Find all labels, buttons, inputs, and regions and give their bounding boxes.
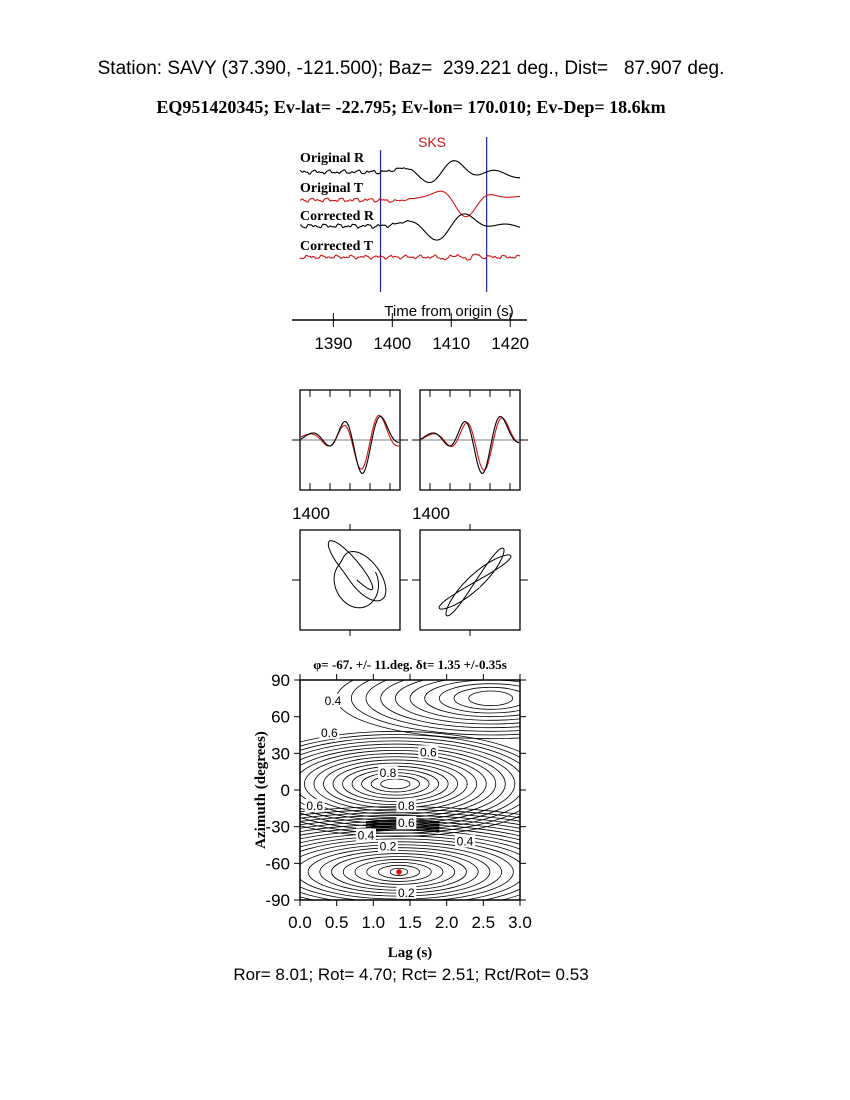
event-header: EQ951420345; Ev-lat= -22.795; Ev-lon= 170.010; Ev-Dep= 18.6km xyxy=(156,97,666,117)
grid-ytick-label: 60 xyxy=(271,707,290,727)
particle-motion-original xyxy=(292,524,408,636)
contour-label: 0.6 xyxy=(419,745,437,760)
contour-line xyxy=(381,779,410,789)
grid-xtick-label: 1.0 xyxy=(361,913,386,932)
trace-label: Corrected R xyxy=(300,209,374,224)
contour-label: 0.6 xyxy=(397,816,415,831)
waveform-panel xyxy=(292,134,529,353)
overlay-tick-label: 1400 xyxy=(412,504,450,523)
time-axis-label: Time from origin (s) xyxy=(384,303,514,320)
time-tick-label: 1400 xyxy=(373,334,412,353)
grid-xtick-label: 0.0 xyxy=(288,913,312,932)
contour-label: 0.6 xyxy=(320,725,338,740)
trace-label: Original T xyxy=(300,181,364,196)
grid-xtick-label: 1.5 xyxy=(398,913,422,932)
contour-label: 0.2 xyxy=(397,885,415,900)
overlay-panel xyxy=(292,390,408,523)
sks-phase-label: SKS xyxy=(418,134,447,150)
grid-xtick-label: 0.5 xyxy=(324,913,349,932)
grid-ytick-label: 30 xyxy=(271,744,290,764)
grid-xaxis-label: Lag (s) xyxy=(387,945,433,961)
contour-line xyxy=(469,691,513,706)
contour-line xyxy=(425,680,557,717)
contour-line xyxy=(439,684,542,713)
contour-label: 0.6 xyxy=(306,799,324,814)
particle-motion-curve xyxy=(439,548,511,616)
grid-xtick-label: 2.0 xyxy=(434,913,459,932)
grid-yaxis-label: Azimuth (degrees) xyxy=(253,731,269,849)
time-tick-label: 1420 xyxy=(491,334,530,353)
overlay-tick-label: 1400 xyxy=(292,504,330,523)
time-tick-label: 1410 xyxy=(432,334,471,353)
splitting-stats: Ror= 8.01; Rot= 4.70; Rct= 2.51; Rct/Rot= 0.53 xyxy=(233,965,589,984)
overlay-panels xyxy=(292,390,528,523)
grid-ytick-label: 0 xyxy=(280,781,290,800)
grid-ytick-label: 90 xyxy=(271,671,290,690)
grid-ytick-label: -60 xyxy=(265,854,290,874)
overlay-red-trace xyxy=(301,415,399,469)
grid-xtick-label: 2.5 xyxy=(471,913,496,932)
best-fit-marker xyxy=(396,869,402,875)
energy-grid-panel xyxy=(144,657,654,961)
overlay-black-trace xyxy=(301,417,399,474)
contour-line xyxy=(304,754,486,815)
station-header: Station: SAVY (37.390, -121.500); Baz= 239.221 deg., Dist= 87.907 deg. xyxy=(97,58,725,79)
contour-label: 0.2 xyxy=(379,839,397,854)
contour-label: 0.4 xyxy=(456,834,474,849)
grid-ytick-label: -90 xyxy=(265,891,290,910)
contour-line xyxy=(295,750,496,817)
grid-ytick-label: -30 xyxy=(265,817,290,837)
overlay-panel xyxy=(412,390,528,523)
contour-label: 0.8 xyxy=(379,766,397,781)
grid-xtick-label: 3.0 xyxy=(508,913,532,932)
contour-line xyxy=(381,669,601,728)
trace-label: Corrected T xyxy=(300,239,373,254)
particle-motion-corrected xyxy=(412,524,528,636)
time-tick-label: 1390 xyxy=(314,334,353,353)
contour-label: 0.8 xyxy=(397,799,415,814)
overlay-red-trace xyxy=(421,418,519,470)
particle-motion-panels xyxy=(292,524,528,636)
contour-label: 0.4 xyxy=(357,828,375,843)
contour-line xyxy=(366,665,615,731)
grid-title: φ= -67. +/- 11.deg. δt= 1.35 +/-0.35s xyxy=(313,657,507,672)
contour-label: 0.4 xyxy=(324,694,342,708)
panel-frame xyxy=(300,530,400,630)
panel-frame xyxy=(420,530,520,630)
trace-label: Original R xyxy=(300,151,365,166)
contour-line xyxy=(257,738,534,830)
contour-line xyxy=(410,676,571,720)
particle-motion-curve xyxy=(328,541,386,608)
